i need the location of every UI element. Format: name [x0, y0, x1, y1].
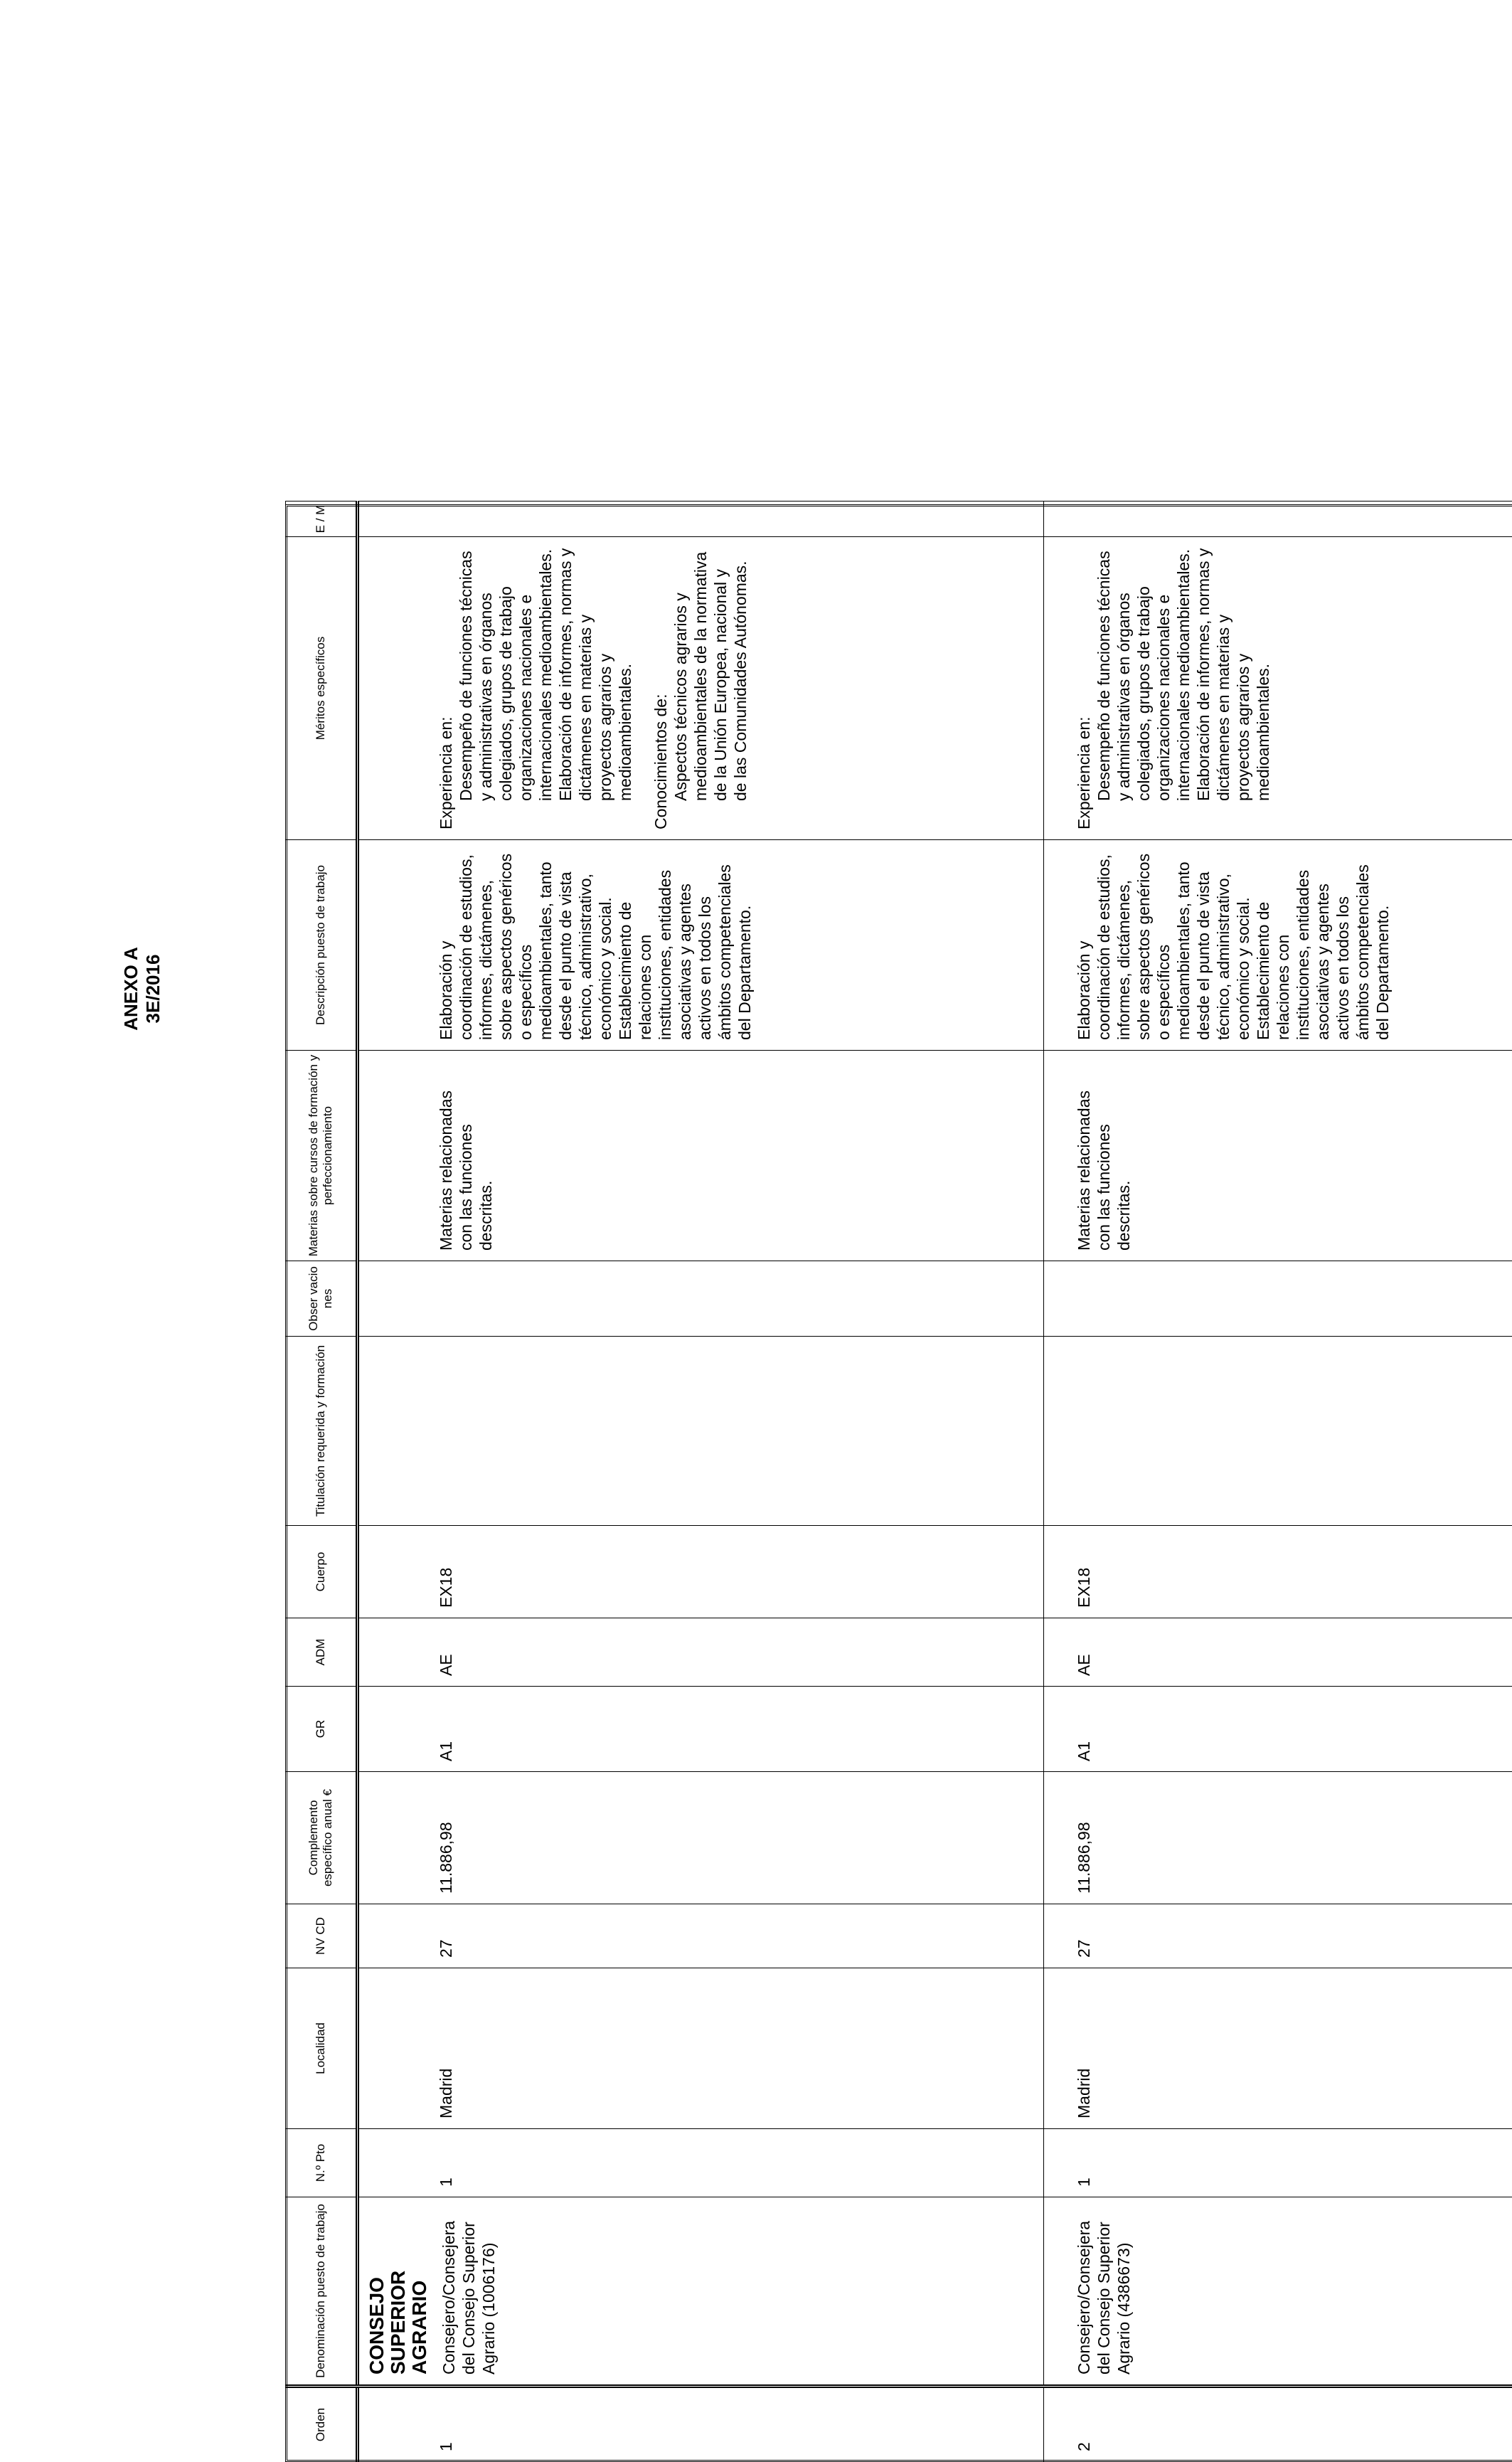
cell-gr: A1 — [358, 1687, 1044, 1772]
merit-exp-2: Elaboración de informes, normas y dictámenes en materias y proyectos agrarios y medioambientales. — [1193, 547, 1273, 829]
merit-exp-title: Experiencia en: — [436, 547, 456, 829]
cell-cuerpo: EX18 — [1044, 1526, 1512, 1618]
col-adm: ADM — [286, 1618, 358, 1687]
cell-adm: AE — [1044, 1618, 1512, 1687]
col-denominacion: Denominación puesto de trabajo — [286, 2197, 358, 2387]
col-meritos: Méritos específicos — [286, 537, 358, 840]
merit-exp-title: Experiencia en: — [1074, 547, 1094, 829]
cell-localidad: Madrid — [358, 1968, 1044, 2129]
cell-nv-cd: 27 — [1044, 1904, 1512, 1968]
denominacion-text: Consejero/Consejera del Consejo Superior Agrario (1006176) — [430, 2197, 506, 2384]
cell-complemento: 11.886,98 — [358, 1772, 1044, 1904]
col-descripcion: Descripción puesto de trabajo — [286, 840, 358, 1051]
section-title: CONSEJO SUPERIOR AGRARIO — [359, 2197, 430, 2384]
page-title — [92, 932, 192, 1046]
annex-code: 3E/2016 — [142, 847, 164, 1131]
cell-n-pto: 1 — [1044, 2129, 1512, 2197]
cell-orden: 1 — [358, 2387, 1044, 2462]
cell-materias: Materias relacionadas con las funciones descritas. — [1044, 1051, 1512, 1261]
cell-gr: A1 — [1044, 1687, 1512, 1772]
merit-con-title: Conocimientos de: — [651, 547, 671, 829]
col-localidad: Localidad — [286, 1968, 358, 2129]
merit-exp-1: Desempeño de funciones técnicas y administrativas en órganos colegiados, grupos de trabajo organizaciones nacionales e internacionales medioambientales. — [456, 547, 555, 829]
col-materias: Materias sobre cursos de formación y perfeccionamiento — [286, 1051, 358, 1261]
col-gr: GR — [286, 1687, 358, 1772]
cell-cuerpo: EX18 — [358, 1526, 1044, 1618]
cell-localidad: Madrid — [1044, 1968, 1512, 2129]
col-observaciones: Obser vacio nes — [286, 1261, 358, 1337]
cell-n-pto: 1 — [358, 2129, 1044, 2197]
merit-exp-2: Elaboración de informes, normas y dictámenes en materias y proyectos agrarios y medioambientales. — [555, 547, 635, 829]
col-em: E / M — [286, 502, 358, 537]
cell-complemento: 11.886,98 — [1044, 1772, 1512, 1904]
cell-materias: Materias relacionadas con las funciones descritas. — [358, 1051, 1044, 1261]
cell-descripcion: Elaboración y coordinación de estudios, informes, dictámenes, sobre aspectos genéricos o específicos medioambientales, tanto desde el punto de vista técnico, administrativo, económico y social. Establecimiento de relaciones con instituciones, entidades asociativas y agentes activos en todos los ámbitos competenciales del Departamento. — [1044, 840, 1512, 1051]
cell-adm: AE — [358, 1618, 1044, 1687]
annex-title: ANEXO A — [120, 847, 142, 1131]
col-cuerpo: Cuerpo — [286, 1526, 358, 1618]
col-n-pto: N.º Pto — [286, 2129, 358, 2197]
table-frame — [285, 504, 1512, 2462]
rotated-table-stage — [285, 504, 1512, 2462]
col-titulacion: Titulación requerida y formación — [286, 1337, 358, 1526]
cell-nv-cd: 27 — [358, 1904, 1044, 1968]
cell-denominacion: Consejero/Consejera del Consejo Superior Agrario (4386673) — [1044, 2197, 1512, 2387]
cell-descripcion: Elaboración y coordinación de estudios, informes, dictámenes, sobre aspectos genéricos o específicos medioambientales, tanto desde el punto de vista técnico, administrativo, económico y social. Establecimiento de relaciones con instituciones, entidades asociativas y agentes activos en todos los ámbitos competenciales del Departamento. — [358, 840, 1044, 1051]
col-complemento: Complemento específico anual € — [286, 1772, 358, 1904]
merit-con-1: Aspectos técnicos agrarios y medioambientales de la normativa de la Unión Europea, nacional y de las Comunidades Autónomas. — [671, 547, 750, 829]
merit-exp-1: Desempeño de funciones técnicas y administrativas en órganos colegiados, grupos de trabajo organizaciones nacionales e internacionales medioambientales. — [1094, 547, 1193, 829]
col-orden: Orden — [286, 2387, 358, 2462]
cell-orden: 2 — [1044, 2387, 1512, 2462]
col-nv-cd: NV CD — [286, 1904, 358, 1968]
